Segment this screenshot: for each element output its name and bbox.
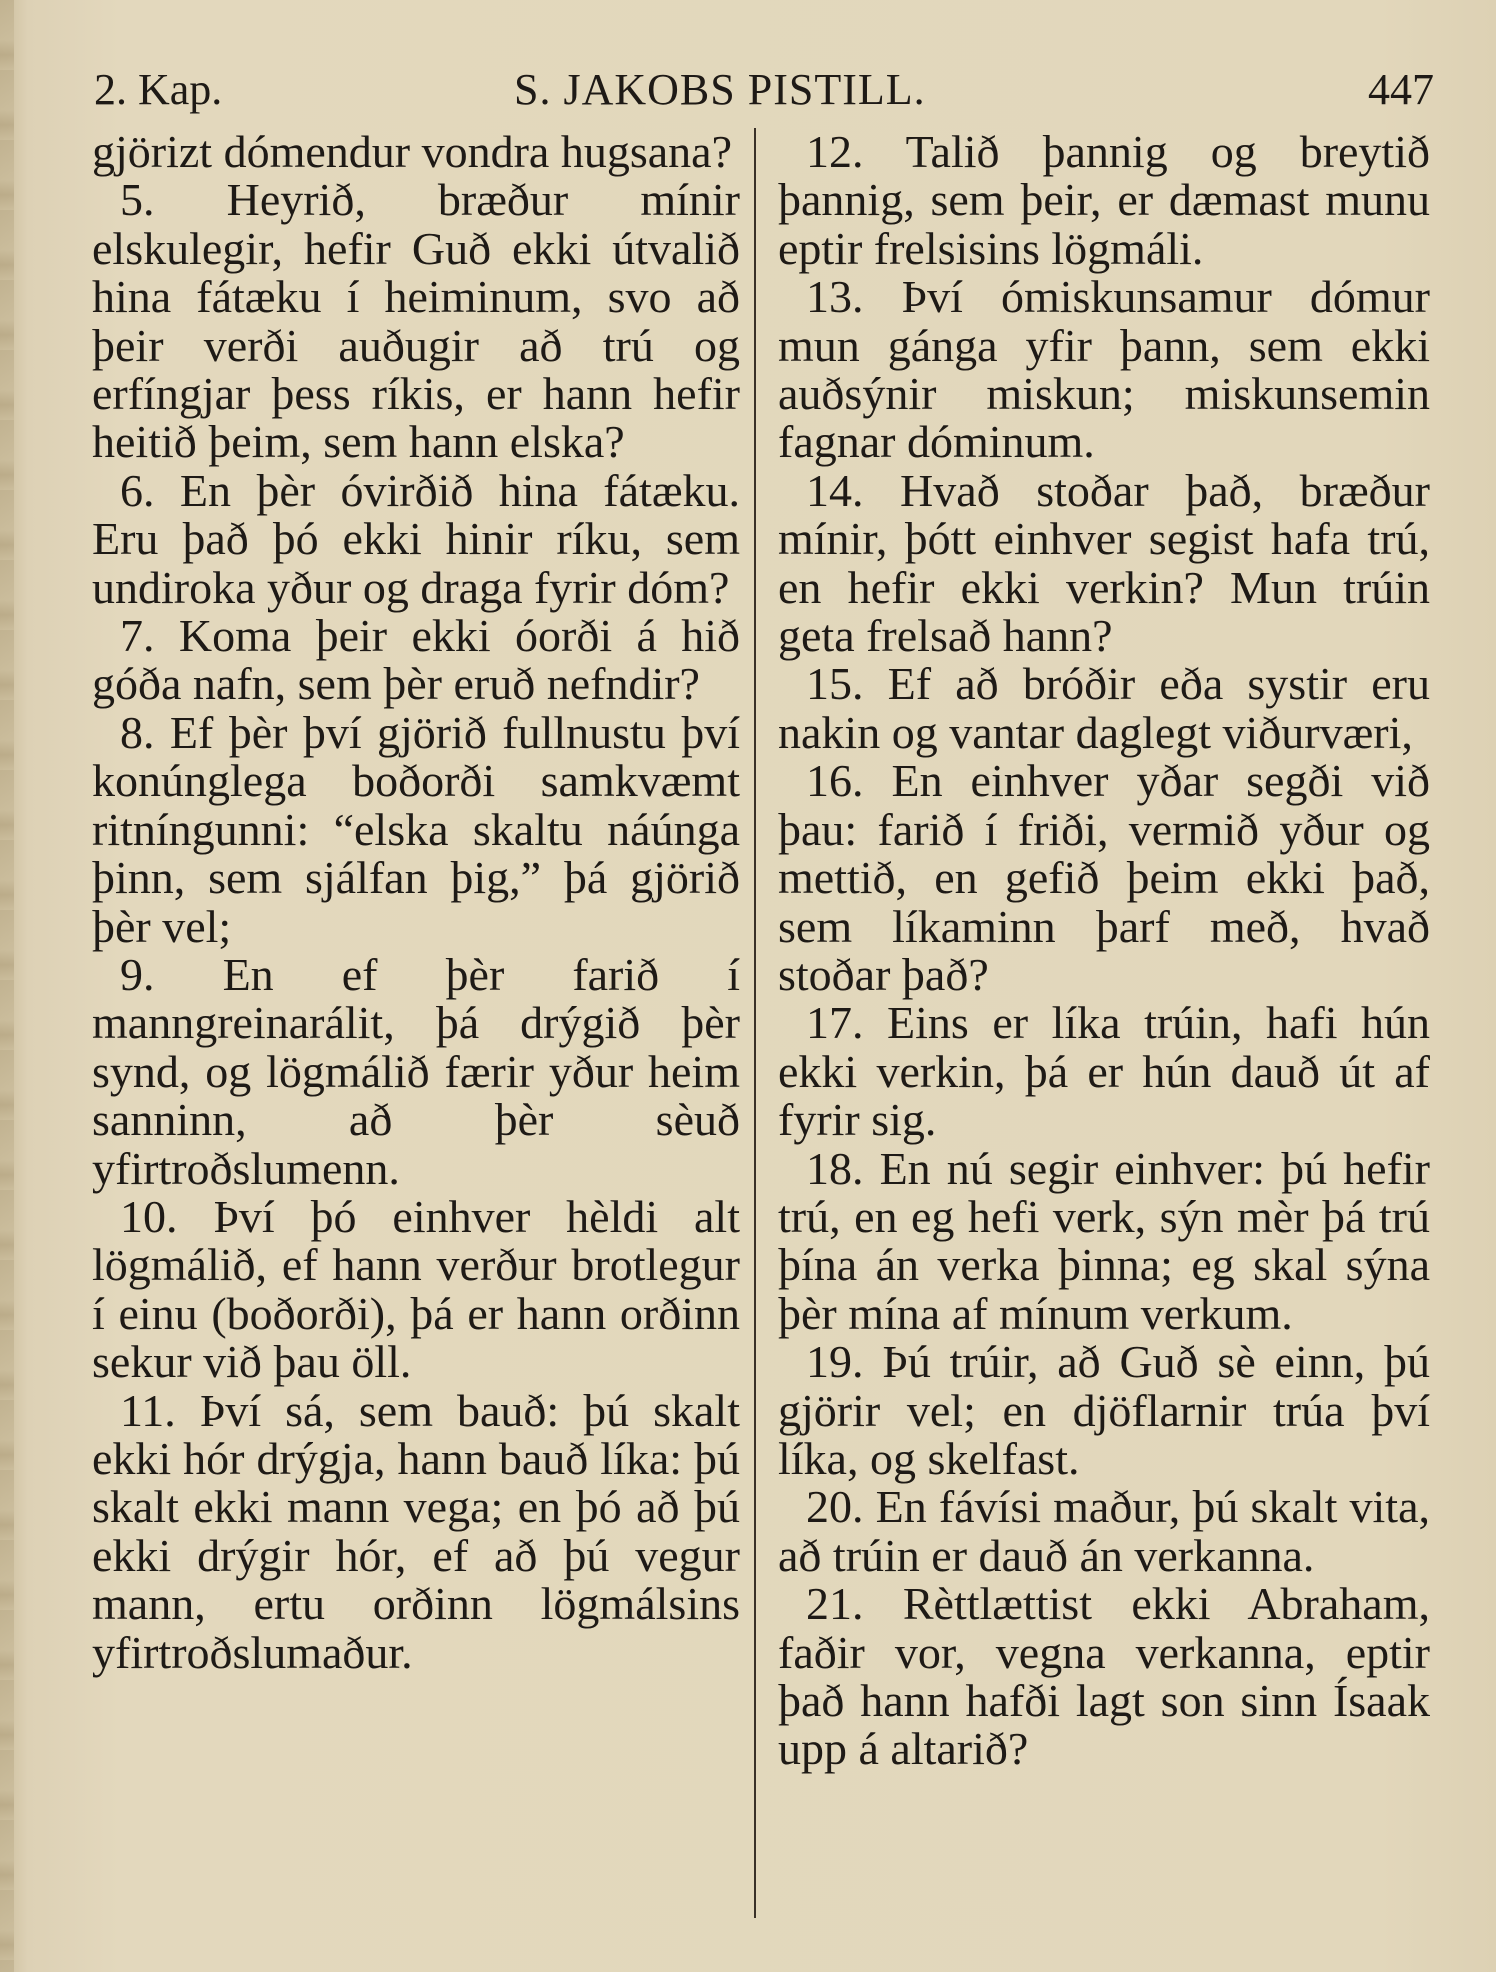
verse-6: 6. En þèr óvirðið hina fátæku. Eru það þó ekki hinir ríku, sem undiroka yður og draga fyrir dóm?	[92, 464, 740, 613]
running-header	[94, 64, 1434, 116]
column-rule	[754, 128, 756, 1918]
left-column	[92, 128, 740, 1677]
verse-16: 16. En einhver yðar segði við þau: farið í friði, vermið yður og mettið, en gefið þeim ekki það, sem líkaminn þarf með, hvað stoðar það?	[778, 755, 1430, 1000]
verse-17: 17. Eins er líka trúin, hafi hún ekki verkin, þá er hún dauð út af fyrir sig.	[778, 997, 1430, 1146]
verse-12: 12. Talið þannig og breytið þannig, sem þeir, er dæmast munu eptir frelsisins lögmáli.	[778, 126, 1430, 274]
running-title: S. JAKOBS PISTILL.	[514, 65, 926, 114]
verse-20: 20. En fávísi maður, þú skalt vita, að trúin er dauð án verkanna.	[778, 1481, 1430, 1581]
verse-21: 21. Rèttlættist ekki Abraham, faðir vor, vegna verkanna, eptir það hann hafði lagt son sinn Ísaak upp á altarið?	[778, 1578, 1430, 1775]
verse-5: 5. Heyrið, bræður mínir elskulegir, hefir Guð ekki útvalið hina fátæku í heiminum, svo að þeir verði auðugir að trú og erfíngjar þess ríkis, er hann hefir heitið þeim, sem hann elska?	[92, 174, 740, 468]
page-number: 447	[1368, 65, 1434, 114]
verse-7: 7. Koma þeir ekki óorði á hið góða nafn, sem þèr eruð nefndir?	[92, 610, 740, 710]
verse-10: 10. Því þó einhver hèldi alt lögmálið, ef hann verður brotlegur í einu (boðorði), þá er hann orðinn sekur við þau öll.	[92, 1190, 740, 1388]
verse-9: 9. En ef þèr farið í manngreinarálit, þá drýgið þèr synd, og lögmálið færir yður heim sanninn, að þèr sèuð yfirtroðslumenn.	[92, 948, 740, 1194]
verse-19: 19. Þú trúir, að Guð sè einn, þú gjörir vel; en djöflarnir trúa því líka, og skelfast.	[778, 1336, 1430, 1484]
chapter-label: 2. Kap.	[94, 65, 223, 114]
verse-4-continuation: gjörizt dómendur vondra hugsana?	[92, 126, 732, 177]
verse-11: 11. Því sá, sem bauð: þú skalt ekki hór drýgja, hann bauð líka: þú skalt ekki mann vega; en þó að þú ekki drýgir hór, ef að þú vegur mann, ertu orðinn lögmálsins yfirtroðslumaður.	[92, 1384, 740, 1678]
verse-15: 15. Ef að bróðir eða systir eru nakin og vantar daglegt viðurværi,	[778, 658, 1430, 758]
verse-14: 14. Hvað stoðar það, bræður mínir, þótt einhver segist hafa trú, en hefir ekki verkin? Mun trúin geta frelsað hann?	[778, 464, 1430, 662]
verse-13: 13. Því ómiskunsamur dómur mun gánga yfir þann, sem ekki auðsýnir miskun; miskunsemin fagnar dóminum.	[778, 271, 1430, 468]
binding-edge	[0, 0, 14, 1972]
verse-18: 18. En nú segir einhver: þú hefir trú, en eg hefi verk, sýn mèr þá trú þína án verka þinna; eg skal sýna þèr mína af mínum verkum.	[778, 1142, 1430, 1339]
right-column	[778, 128, 1430, 1774]
verse-8: 8. Ef þèr því gjörið fullnustu því konúnglega boðorði samkvæmt ritníngunni: “elska skaltu náúnga þinn, sem sjálfan þig,” þá gjörið þèr vel;	[92, 706, 740, 952]
